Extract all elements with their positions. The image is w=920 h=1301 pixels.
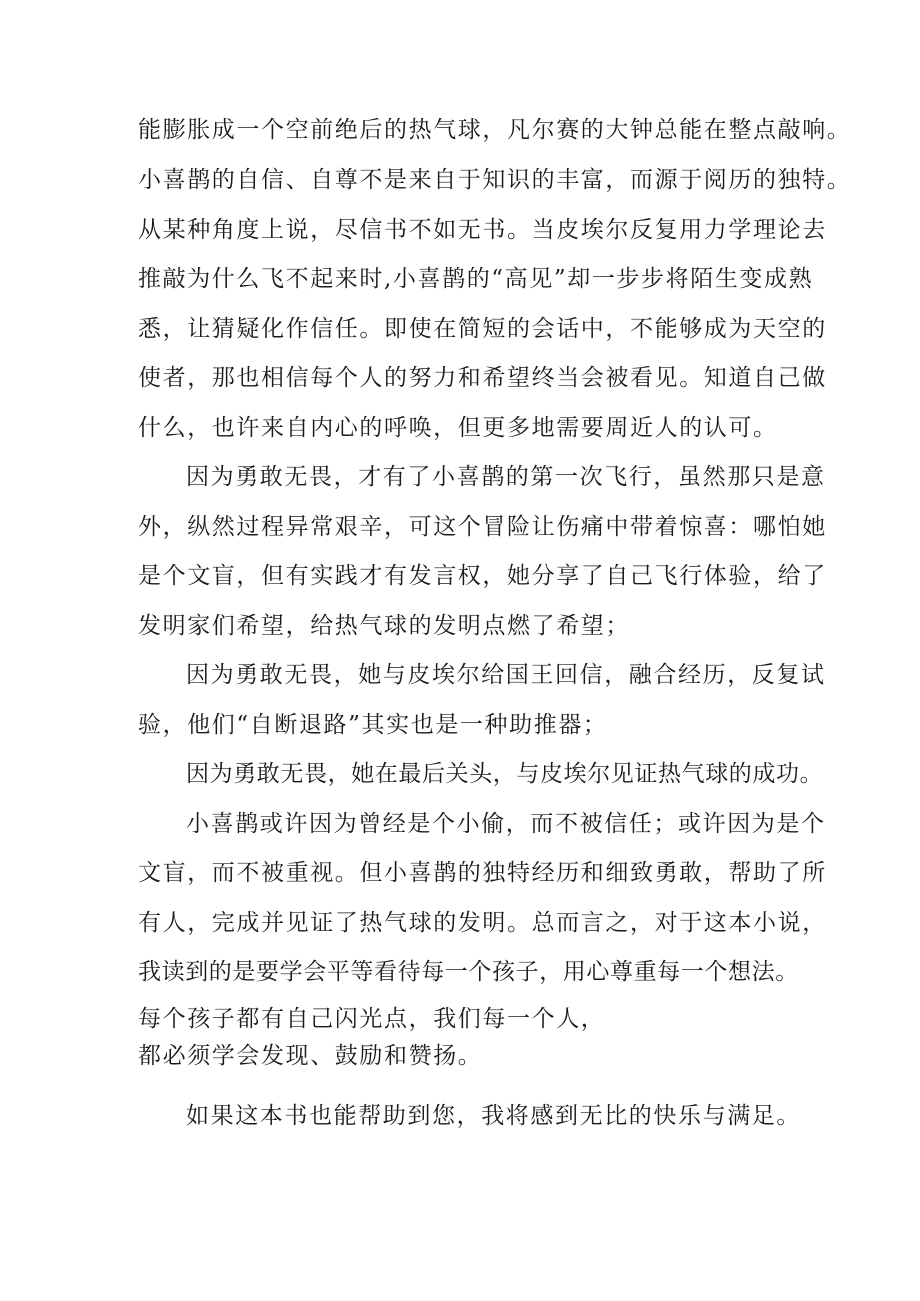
text-line: 都必须学会发现、鼓励和赞扬。 (138, 1043, 483, 1069)
text-line: 能膨胀成一个空前绝后的热气球，凡尔赛的大钟总能在整点敲响。 (138, 117, 852, 143)
text-line: 外，纵然过程异常艰辛，可这个冒险让伤痛中带着惊喜：哪怕她 (138, 514, 827, 540)
text-line: 每个孩子都有自己闪光点，我们每一个人， (138, 1006, 606, 1032)
paragraph-start-line: 因为勇敢无畏，才有了小喜鹊的第一次飞行，虽然那只是意 (186, 464, 826, 490)
text-line: 我读到的是要学会平等看待每一个孩子，用心尊重每一个想法。 (138, 959, 799, 985)
text-line: 是个文盲，但有实践才有发言权，她分享了自己飞行体验，给了 (138, 563, 827, 589)
text-line: 文盲，而不被重视。但小喜鹊的独特经历和细致勇敢，帮助了所 (138, 860, 827, 886)
paragraph-start-line: 因为勇敢无畏，她在最后关头，与皮埃尔见证热气球的成功。 (186, 761, 824, 787)
text-line: 小喜鹊的自信、自尊不是来自于知识的丰富，而源于阅历的独特。 (138, 167, 852, 193)
text-line: 悉，让猜疑化作信任。即使在简短的会话中，不能够成为天空的 (138, 316, 827, 342)
text-line: 验，他们“自断退路”其实也是一种助推器； (138, 712, 608, 738)
text-line: 使者，那也相信每个人的努力和希望终当会被看见。知道自己做 (138, 365, 827, 391)
closing-line: 如果这本书也能帮助到您，我将感到无比的快乐与满足。 (186, 1103, 801, 1129)
text-line: 什么，也许来自内心的呼唤，但更多地需要周近人的认可。 (138, 415, 778, 441)
text-line: 发明家们希望，给热气球的发明点燃了希望； (138, 613, 630, 639)
paragraph-start-line: 小喜鹊或许因为曾经是个小偷，而不被信任；或许因为是个 (186, 811, 826, 837)
text-line: 推敲为什么飞不起来时,小喜鹊的“高见”却一步步将陌生变成熟 (138, 266, 814, 292)
text-line: 有人，完成并见证了热气球的发明。总而言之，对于这本小说， (138, 910, 827, 936)
paragraph-start-line: 因为勇敢无畏，她与皮埃尔给国王回信，融合经历，反复试 (186, 662, 826, 688)
text-line: 从某种角度上说，尽信书不如无书。当皮埃尔反复用力学理论去 (138, 217, 827, 243)
